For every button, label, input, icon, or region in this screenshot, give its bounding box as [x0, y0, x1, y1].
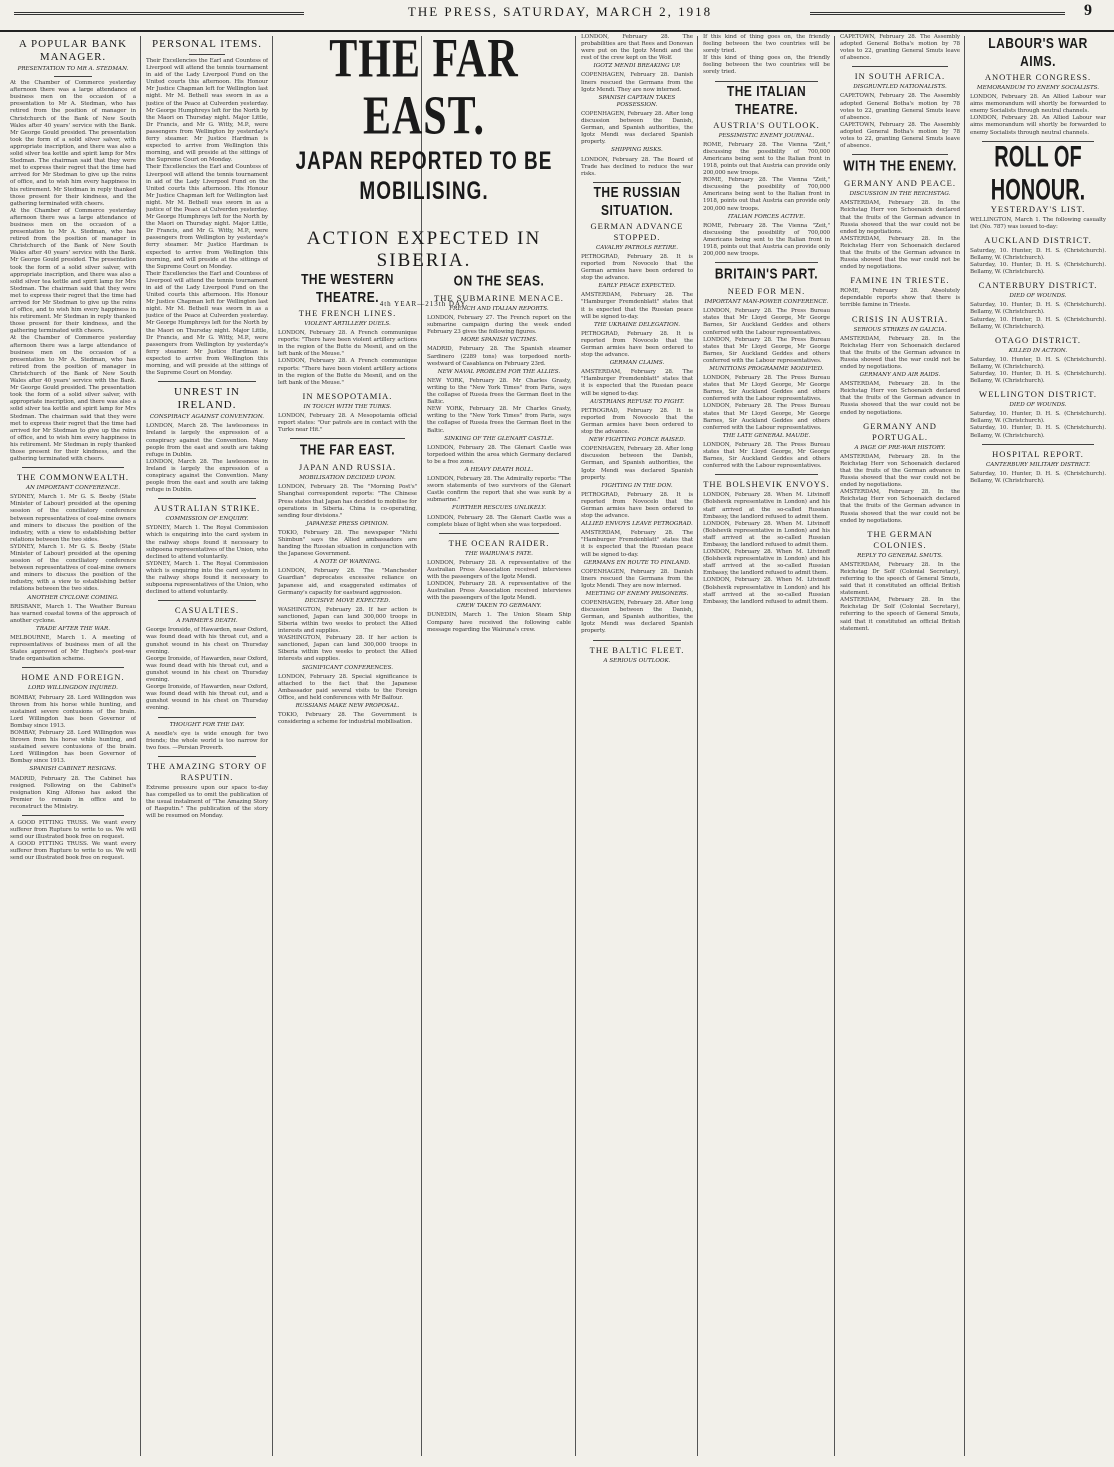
headline: WELLINGTON DISTRICT. [979, 389, 1097, 400]
headline: AUCKLAND DISTRICT. [984, 234, 1092, 245]
headline: THE AMAZING STORY OF RASPUTIN. [146, 760, 268, 782]
subheadline: SPANISH CABINET RESIGNS. [29, 766, 117, 773]
article-body: TOKIO, February 28. The Government is considering a scheme for industrial mobilisation. [278, 712, 417, 726]
subheadline: IMPORTANT MAN-POWER CONFERENCE. [704, 299, 829, 306]
column-divider [272, 36, 273, 1456]
article-body: LONDON, February 28. An Allied Labour war aims memorandum will shortly be forwarded to enemy Socialists through neutral channels. [970, 115, 1106, 136]
headline: GERMANY AND PEACE. [844, 178, 956, 189]
article-body: Saturday, 10. Hunter, D. H. S. (Christchurch). Bellamy, W. (Christchurch). [970, 302, 1106, 316]
headline: BRITAIN'S PART. [714, 265, 819, 283]
article-body: BOMBAY, February 28. Lord Willingdon was thrown from his horse while hunting, and sustained severe contusions of the brain. Lord Willingdon has been Governor of Bombay since 1913. [10, 694, 136, 729]
subheadline: FRENCH AND ITALIAN REPORTS. [449, 306, 549, 312]
article-body: LONDON, February 28. When M. Litvinoff (Bolshevik representative in London) and his staff arrived at the so-called Russian Embassy, the landlord refused to admit them. [703, 577, 830, 605]
subheadline: FURTHER RESCUES UNLIKELY. [451, 505, 547, 512]
article-body: COPENHAGEN, February 28. After long discussion between the Danish, German, and Spanish authorities, the Igotz Mendi was declared Spanish property. [581, 110, 693, 146]
article-body: WELLINGTON, March 1. The following casualty list (No. 787) was issued to-day: [970, 216, 1106, 230]
headline: PERSONAL ITEMS. [152, 38, 262, 50]
subheadline: VIOLENT ARTILLERY DUELS. [304, 321, 391, 327]
article-body: MELBOURNE, March 1. A meeting of representatives of business men of all the States approved of Mr Hughes's post-war trade organisation scheme. [10, 635, 136, 663]
headline: THE FRENCH LINES. [298, 308, 397, 318]
headline: ANOTHER CONGRESS. [984, 72, 1092, 82]
subheadline: ANOTHER CYCLONE COMING. [27, 594, 119, 601]
article-body: PETROGRAD, February 28. It is reported from Novocelo that the German armies have been ordered to stop the advance. [581, 330, 693, 359]
article-body: LONDON, March 28. The lawlessness in Ireland is largely the expression of a conspiracy against the Convention. Many people from the east and south are taking refuge in Dublin. [146, 458, 268, 494]
subheadline: DISCUSSION IN THE REICHSTAG. [849, 191, 951, 198]
subheadline: NEW FIGHTING FORCE RAISED. [588, 437, 686, 444]
masthead-title: THE PRESS, SATURDAY, MARCH 2, 1918 [407, 4, 713, 19]
subheadline: IGOTZ MENDI BREAKING UP. [593, 63, 681, 70]
subheadline: A FARMER'S DEATH. [176, 618, 238, 625]
subheadline: MEMORANDUM TO ENEMY SOCIALISTS. [976, 85, 1100, 91]
subheadline: A PAGE OF PRE-WAR HISTORY. [854, 444, 946, 451]
banner-subhead: ACTION EXPECTED IN SIBERIA. [306, 228, 542, 271]
headline: IN MESOPOTAMIA. [302, 390, 393, 401]
article-body: LONDON, February 28. A French communique reports: "There have been violent artillery actions in the region of the Butte du Mesnil, and on the left bank of the Meuse." [278, 330, 417, 358]
column-1 [10, 34, 136, 1459]
headline: HOSPITAL REPORT. [992, 448, 1084, 459]
divider [22, 667, 124, 668]
divider [715, 474, 818, 475]
article-body: AMSTERDAM, February 28. In the Reichstag Dr Solf (Colonial Secretary), referring to the speech of General Smuts, said that it constituted an official British statement. [840, 561, 960, 597]
subheadline: THOUGHT FOR THE DAY. [169, 721, 245, 728]
headline: THE OCEAN RAIDER. [448, 537, 550, 548]
subheadline: SERIOUS STRIKES IN GALICIA. [853, 326, 947, 333]
article-body: ROME, February 28. The Vienna "Zeit," discussing the possibility of 700,000 Americans being sent to the Italian front in 1918, points out that Austria can provide only 200,000 new troops. [703, 177, 830, 212]
column-6 [703, 34, 830, 1459]
headline: THE BOLSHEVIK ENVOYS. [703, 479, 830, 490]
article-body: LONDON, February 27. The French report on the submarine campaign during the week ended February 23 gives the following figures. [427, 315, 571, 336]
subheadline: MUNITIONS PROGRAMME MODIFIED. [709, 366, 824, 372]
advertisement: A GOOD FITTING TRUSS. We want every sufferer from Rupture to write to us. We will send our illustrated book free on request. [10, 841, 136, 862]
article-body: NEW YORK, February 28. Mr Charles Grasty, writing to the "New York Times" from Paris, says the collapse of Russia frees the German fleet in the Baltic. [427, 406, 571, 434]
subheadline: REPLY TO GENERAL SMUTS. [857, 552, 943, 559]
article-body: At the Chamber of Commerce yesterday afternoon there was a large attendance of business men on the occasion of a presentation to Mr A. Stedman, who has retired from the position of manager in Christchurch of the Bank of New South Wales after 40 years' service with the Bank. Mr George Gould presided. The presentation took the form of a solid silver salver, with appropriate inscription, and there was also a solid silver tea kettle and spirit lamp for Mrs Stedman. The chairman said that they were met to express their regret that the time had arrived for Mr Stedman to give up the reins of office, and to wish him every happiness in his retirement. Mr Stedman in reply thanked those present for their kindness, and the gathering terminated with cheers. [10, 335, 136, 463]
advertisement: A GOOD FITTING TRUSS. We want every sufferer from Rupture to write to us. We will send our illustrated book free on request. [10, 820, 136, 841]
headline: THE RUSSIAN SITUATION. [593, 183, 681, 219]
column-8 [970, 34, 1106, 1459]
article-body: AMSTERDAM, February 28. In the Reichstag Herr von Schoenaich declared that the fruits of the German advance in Russia showed that the war could not be ended by negotiations. [840, 335, 960, 370]
column-3 [278, 270, 417, 1460]
headline: AUSTRIA'S OUTLOOK. [713, 119, 820, 130]
banner-title: THE FAR EAST. [329, 29, 519, 147]
article-body: Extreme pressure upon our space to-day has compelled us to omit the publication of the usual instalment of "The Amazing Story of Rasputin." The publication of the story will be resumed on Monday. [146, 784, 268, 820]
subheadline: IN TOUCH WITH THE TURKS. [303, 403, 392, 410]
article-body: LONDON, February 28. When M. Litvinoff (Bolshevik representative in London) and his staff arrived at the so-called Russian Embassy, the landlord refused to admit them. [703, 520, 830, 548]
divider [852, 66, 948, 67]
subheadline: MORE SPANISH VICTIMS. [460, 337, 538, 344]
divider [22, 815, 124, 816]
article-body: Their Excellencies the Earl and Countess of Liverpool will attend the tennis tournament in aid of the Lady Liverpool Fund on the United courts this afternoon. His Honour Mr Justice Chapman left for Wellington last night. Mr M. Bethell was sworn in as a justice of the Peace at Culverden yesterday. Mr George Humphreys left for the North by the Maori on Thursday night. Major Little, Dr Francis, and Mr G. Witty, M.P., were passengers from Wellington by yesterday's ferry steamer. Mr Justice Hardman is expected to arrive from Wellington this morning, and will preside at the sittings of the Supreme Court on Monday. [146, 58, 268, 164]
subheadline: TRADE AFTER THE WAR. [35, 625, 111, 632]
article-body: LONDON, February 28. The Press Bureau states that Mr Lloyd George, Mr George Barnes, Sir Auckland Geddes and others conferred with the Labour representatives. [703, 403, 830, 431]
article-body: AMSTERDAM, February 28. In the Reichstag Herr von Schoenaich declared that the fruits of the German advance in Russia showed that the war could not be ended by negotiations. [840, 453, 960, 489]
headline: CANTERBURY DISTRICT. [978, 280, 1098, 291]
banner-day-line: 4th YEAR—213th DAY. [379, 300, 469, 308]
article-body: Saturday, 10. Hunter, D. H. S. (Christchurch). Bellamy, W. (Christchurch). [970, 370, 1106, 385]
article-body: LONDON, February 28. An Allied Labour war aims memorandum will shortly be forwarded to enemy Socialists through neutral channels. [970, 94, 1106, 115]
article-body: Saturday, 10. Hunter, D. H. S. (Christchurch). Bellamy, W. (Christchurch). [970, 316, 1106, 330]
article-body: If this kind of thing goes on, the friendly feeling between the two countries will be sorely tried. [703, 34, 830, 55]
divider [290, 438, 405, 439]
headline: THE ITALIAN THEATRE. [726, 82, 807, 118]
article-body: ROME, February 28. Absolutely dependable reports show that there is terrible famine in Trieste. [840, 288, 960, 309]
article-body: AMSTERDAM, February 28. The "Hamburger Fremdenblatt" states that it is expected that the Russian peace will be signed to-day. [581, 292, 693, 320]
headline: OTAGO DISTRICT. [995, 334, 1081, 345]
headline: AUSTRALIAN STRIKE. [153, 503, 261, 514]
subheadline: DISGRUNTLED NATIONALISTS. [853, 84, 947, 91]
headline: GERMANY AND PORTUGAL. [863, 420, 937, 442]
article-body: PETROGRAD, February 28. It is reported from Novocelo that the German armies have been ordered to stop the advance. [581, 407, 693, 436]
article-body: George Ironside, of Hawarden, near Oxford, was found dead with his throat cut, and a gunshot wound in his chest on Thursday evening. [146, 684, 268, 712]
headline: A POPULAR BANK MANAGER. [18, 38, 128, 63]
divider [158, 381, 256, 382]
article-body: LONDON, February 28. The Press Bureau states that Mr Lloyd George, Mr George Barnes, Sir Auckland Geddes and others conferred with the Labour representatives. [703, 375, 830, 403]
headline: YESTERDAY'S LIST. [990, 203, 1086, 214]
divider [158, 717, 256, 718]
article-body: AMSTERDAM, February 28. The "Hamburger Fremdenblatt" states that it is expected that the Russian peace will be signed to-day. [581, 369, 693, 397]
subheadline: LORD WILLINGDON INJURED. [28, 685, 118, 692]
headline: CRISIS IN AUSTRIA. [851, 313, 949, 324]
subheadline: EARLY PEACE EXPECTED. [598, 283, 676, 290]
article-body: AMSTERDAM, February 28. In the Reichstag Herr von Schoenaich declared that the fruits of the German advance in Russia showed that the war could not be ended by negotiations. [840, 235, 960, 271]
article-body: LONDON, February 28. The Press Bureau states that Mr Lloyd George, Mr George Barnes, Sir Auckland Geddes and others conferred with the Labour representatives. [703, 308, 830, 336]
subheadline: AN IMPORTANT CONFERENCE. [25, 485, 121, 492]
subheadline: KILLED IN ACTION. [1008, 347, 1068, 354]
column-divider [834, 36, 835, 1456]
divider [22, 467, 124, 468]
article-body: AMSTERDAM, February 28. In the Reichstag Herr von Schoenaich declared that the fruits of the German advance in Russia showed that the war could not be ended by negotiations. [840, 381, 960, 416]
article-body: LONDON, February 28. The Press Bureau states that Mr Lloyd George, Mr George Barnes, Sir Auckland Geddes and others conferred with the Labour representatives. [703, 336, 830, 364]
subheadline: SPANISH CAPTAIN TAKES POSSESSION. [598, 94, 676, 108]
column-5 [581, 34, 693, 1459]
article-body: Their Excellencies the Earl and Countess of Liverpool will attend the tennis tournament in aid of the Lady Liverpool Fund on the United courts this afternoon. His Honour Mr Justice Chapman left for Wellington last night. Mr M. Bethell was sworn in as a justice of the Peace at Culverden yesterday. Mr George Humphreys left for the North by the Maori on Thursday night. Major Little, Dr Francis, and Mr G. Witty, M.P., were passengers from Wellington by yesterday's ferry steamer. Mr Justice Hardman is expected to arrive from Wellington this morning, and will preside at the sittings of the Supreme Court on Monday. [146, 164, 268, 270]
article-body: COPENHAGEN, February 28. After long discussion between the Danish, German, and Spanish authorities, the Igotz Mendi was declared Spanish property. [581, 600, 693, 635]
subheadline: A HEAVY DEATH ROLL. [464, 466, 534, 473]
article-body: MADRID, February 28. The Cabinet has resigned. Following on the Cabinet's resignation King Alfonso has asked the Premier to remain in office and to reconstruct the Ministry. [10, 775, 136, 810]
subheadline: GERMANS EN ROUTE TO FINLAND. [583, 559, 691, 566]
article-body: LONDON, February 28. The Press Bureau states that Mr Lloyd George, Mr George Barnes, Sir Auckland Geddes and others conferred with the Labour representatives. [703, 441, 830, 470]
article-body: PETROGRAD, February 28. It is reported from Novocelo that the German armies have been ordered to stop the advance. [581, 491, 693, 520]
article-body: AMSTERDAM, February 28. The "Hamburger Fremdenblatt" states that it is expected that the Russian peace will be signed to-day. [581, 530, 693, 558]
article-body: LONDON, February 28. The "Morning Post's" Shanghai correspondent reports: "The Chinese Press states that Japan has decided to mobilise for operations in Siberia. China is co-operating, sending four divisions." [278, 484, 417, 519]
headline: CASUALTIES. [174, 605, 240, 616]
article-body: Saturday, 10. Hunter, D. H. S. (Christchurch). Bellamy, W. (Christchurch). [970, 262, 1106, 276]
headline: HOME AND FOREIGN. [21, 672, 125, 683]
divider [593, 182, 681, 183]
article-body: CAPETOWN, February 28. The Assembly adopted General Botha's motion by 78 votes to 22, granting General Smuts leave of absence. [840, 121, 960, 150]
page-number: 9 [1084, 2, 1092, 19]
front-banner [274, 29, 574, 308]
article-body: A needle's eye is wide enough for two friends; the whole world is too narrow for two foes. —Persian Proverb. [146, 730, 268, 751]
subheadline: DIED OF WOUNDS. [1009, 402, 1067, 409]
article-body: SYDNEY, March 1. Mr G. S. Beeby (State Minister of Labour) presided at the opening session of the conciliatory conference between representatives of coal-mine owners and miners to discuss the position of the industry, with a view to establishing better relations between the two sides. [10, 543, 136, 593]
article-body: LONDON, February 28. A Mesopotamia official report states: "Our patrols are in contact with the Turks near Hit." [278, 412, 417, 434]
article-body: CAPETOWN, February 28. The Assembly adopted General Botha's motion by 78 votes to 22, granting General Smuts leave of absence. [840, 93, 960, 121]
article-body: SYDNEY, March 1. Mr G. S. Beeby (State Minister of Labour) presided at the opening session of the conciliatory conference between representatives of coal-mine owners and miners to discuss the position of the industry, with a view to establishing better relations between the two sides. [10, 494, 136, 543]
column-7 [840, 34, 960, 1459]
article-body: Saturday, 10. Hunter, D. H. S. (Christchurch). Bellamy, W. (Christchurch). [970, 356, 1106, 370]
subheadline: MOBILISATION DECIDED UPON. [299, 475, 396, 482]
headline: NEED FOR MEN. [727, 286, 806, 297]
subheadline: PRESENTATION TO MR A. STEDMAN. [17, 66, 129, 72]
subheadline: CONSPIRACY AGAINST CONVENTION. [149, 414, 265, 421]
divider [158, 600, 256, 601]
divider [715, 262, 818, 263]
column-divider [964, 36, 965, 1456]
article-body: LONDON, February 28. When M. Litvinoff (Bolshevik representative in London) and his staff arrived at the so-called Russian Embassy, the landlord refused to admit them. [703, 549, 830, 577]
column-divider [575, 36, 576, 1456]
masthead-rule-right [810, 12, 1065, 15]
headline: UNREST IN IRELAND. [174, 386, 240, 412]
subheadline: FIGHTING IN THE DON. [601, 482, 673, 489]
article-body: At the Chamber of Commerce yesterday afternoon there was a large attendance of business men on the occasion of a presentation to Mr A. Stedman, who has retired from the position of manager in Christchurch of the Bank of New South Wales after 40 years' service with the Bank. Mr George Gould presided. The presentation took the form of a solid silver salver, with appropriate inscription, and there was also a solid silver tea kettle and spirit lamp for Mrs Stedman. The chairman said that they were met to express their regret that the time had arrived for Mr Stedman to give up the reins of office, and to wish him every happiness in his retirement. Mr Stedman in reply thanked those present for their kindness, and the gathering terminated with cheers. [10, 80, 136, 207]
article-body: DUNEDIN, March 1. The Union Steam Ship Company have received the following cable message regarding the Wairuna's crew. [427, 612, 571, 633]
divider [852, 154, 948, 155]
article-body: If this kind of thing goes on, the friendly feeling between the two countries will be sorely tried. [703, 55, 830, 76]
subheadline: COMMISSION OF ENQUIRY. [165, 516, 249, 523]
subheadline: GERMAN CLAIMS. [609, 360, 665, 367]
article-body: CAPETOWN, February 28. The Assembly adopted General Botha's motion by 78 votes to 22, granting General Smuts leave of absence. [840, 34, 960, 62]
subheadline: PESSIMISTIC ENEMY JOURNAL. [718, 132, 815, 139]
subheadline: SINKING OF THE GLENART CASTLE. [444, 435, 554, 442]
article-body: LONDON, February 28. The Board of Trade has declined to reduce the war risks. [581, 156, 693, 177]
masthead [0, 0, 1114, 32]
article-body: COPENHAGEN, February 28. Danish liners rescued the Germans from the Igotz Mendi. They are now interned. [581, 568, 693, 589]
headline: THE GERMAN COLONIES. [867, 528, 933, 550]
article-body: LONDON, February 28. The Glenart Castle was a complete blaze of light when she was torpedoed. [427, 514, 571, 528]
subheadline: ALLIED ENVOYS LEAVE PETROGRAD. [581, 521, 693, 528]
article-body: MADRID, February 28. The Spanish steamer Sardinero (2289 tons) was torpedoed north-westward of Casablanca on February 23rd. [427, 346, 571, 367]
article-body: COPENHAGEN, February 28. After long discussion between the Danish, German, and Spanish authorities, the Igotz Mendi was declared Spanish property. [581, 446, 693, 481]
article-body: LONDON, February 28. The Glenart Castle was torpedoed within the area which Germany declared to be a free zone. [427, 444, 571, 465]
article-body: George Ironside, of Hawarden, near Oxford, was found dead with his throat cut, and a gunshot wound in his chest on Thursday evening. [146, 655, 268, 684]
subheadline: AUSTRIANS REFUSE TO FIGHT. [589, 398, 685, 405]
column-4 [427, 270, 571, 1460]
article-body: SYDNEY, March 1. The Royal Commission which is enquiring into the card system in the railway shops found it necessary to subpoena representatives of the Union, who declined to attend voluntarily. [146, 525, 268, 560]
article-body: WASHINGTON, February 28. If her action is sanctioned, Japan can land 300,000 troops in Siberia within two weeks to protect the Allied interests and supplies. [278, 635, 417, 663]
subheadline: GERMANY AND AIR RAIDS. [859, 372, 941, 379]
divider [158, 498, 256, 499]
divider [982, 444, 1094, 445]
article-body: LONDON, February 28. Special significance is attached to the fact that the Japanese Ambassador paid several visits to the Foreign Office, and held conferences with Mr Balfour. [278, 673, 417, 701]
headline: LABOUR'S WAR AIMS. [988, 35, 1088, 70]
headline: JAPAN AND RUSSIA. [298, 462, 397, 473]
headline: THE SUBMARINE MENACE. [434, 293, 564, 303]
subheadline: A NOTE OF WARNING. [314, 559, 381, 566]
article-body: ROME, February 28. The Vienna "Zeit," discussing the possibility of 700,000 Americans being sent to the Italian front in 1918, points out that Austria can provide only 200,000 new troops. [703, 222, 830, 258]
article-body: LONDON, February 28. A French communique reports: "There have been violent artillery actions in the region of the Butte du Mesnil, and on the left bank of the Meuse." [278, 358, 417, 386]
divider [715, 81, 818, 82]
article-body: Saturday, 10. Hunter, D. H. S. (Christchurch). Bellamy, W. (Christchurch). [970, 411, 1106, 425]
subheadline: CREW TAKEN TO GERMANY. [456, 603, 542, 610]
article-body: LONDON, February 28. A representative of the Australian Press Association received interviews with the passengers of the Igotz Mendi. [427, 559, 571, 580]
article-body: TOKIO, February 28. The newspaper "Nichi Shimbun" says the Allied ambassadors are handing the Russian situation in conjunction with the Japanese Government. [278, 529, 417, 558]
article-body: LONDON, February 28. A representative of the Australian Press Association received interviews with the passengers of the Igotz Mendi. [427, 581, 571, 602]
article-body: Their Excellencies the Earl and Countess of Liverpool will attend the tennis tournament in aid of the Lady Liverpool Fund on the United courts this afternoon. His Honour Mr Justice Chapman left for Wellington last night. Mr M. Bethell was sworn in as a justice of the Peace at Culverden yesterday. Mr George Humphreys left for the North by the Maori on Thursday night. Major Little, Dr Francis, and Mr G. Witty, M.P., were passengers from Wellington by yesterday's ferry steamer. Mr Justice Hardman is expected to arrive from Wellington this morning, and will preside at the sittings of the Supreme Court on Monday. [146, 270, 268, 377]
article-body: At the Chamber of Commerce yesterday afternoon there was a large attendance of business men on the occasion of a presentation to Mr A. Stedman, who has retired from the position of manager in Christchurch of the Bank of New South Wales after 40 years' service with the Bank. Mr George Gould presided. The presentation took the form of a solid silver salver, with appropriate inscription, and there was also a solid silver tea kettle and spirit lamp for Mrs Stedman. The chairman said that they were met to express their regret that the time had arrived for Mr Stedman to give up the reins of office, and to wish him every happiness in his retirement. Mr Stedman in reply thanked those present for their kindness, and the gathering terminated with cheers. [10, 207, 136, 335]
subheadline: MEETING OF ENEMY PRISONERS. [585, 591, 689, 597]
subheadline: SIGNIFICANT CONFERENCES. [301, 664, 394, 671]
subheadline: SHIPPING RISKS. [611, 147, 663, 154]
subheadline: ITALIAN FORCES ACTIVE. [727, 213, 806, 220]
headline: THE FAR EAST. [299, 441, 396, 459]
article-body: WASHINGTON, February 28. If her action is sanctioned, Japan can land 300,000 troops in Siberia within two weeks to protect the Allied interests and supplies. [278, 606, 417, 635]
subheadline: DECISIVE MOVE EXPECTED. [304, 597, 391, 604]
headline: GERMAN ADVANCE STOPPED. [590, 220, 684, 242]
subheadline: JAPANESE PRESS OPINION. [306, 520, 389, 527]
subheadline: A SERIOUS OUTLOOK. [603, 657, 671, 664]
subheadline: CANTERBURY MILITARY DISTRICT. [985, 461, 1091, 468]
headline: THE BALTIC FLEET. [589, 644, 685, 655]
column-divider [140, 36, 141, 1456]
article-body: COPENHAGEN, February 28. Danish liners rescued the Germans from the Igotz Mendi. They are now interned. [581, 72, 693, 93]
article-body: LONDON, February 28. When M. Litvinoff (Bolshevik representative in London) and his staff arrived at the so-called Russian Embassy, the landlord refused to admit them. [703, 492, 830, 520]
headline: FAMINE IN TRIESTE. [850, 275, 950, 286]
headline: IN SOUTH AFRICA. [854, 71, 946, 82]
article-body: LONDON, March 28. The lawlessness in Ireland is largely the expression of a conspiracy against the Convention. Many people from the east and south are taking refuge in Dublin. [146, 423, 268, 458]
divider [54, 76, 92, 77]
headline: ON THE SEAS. [453, 272, 545, 290]
article-body: Saturday, 10. Hunter, D. H. S. (Christchurch). Bellamy, W. (Christchurch). [970, 470, 1106, 484]
article-body: LONDON, February 28. The "Manchester Guardian" deprecates excessive reliance on Japanese aid, and exaggerated estimates of Germany's capacity for eastward aggression. [278, 568, 417, 596]
subheadline: DIED OF WOUNDS. [1009, 293, 1067, 300]
divider [158, 756, 256, 757]
banner-subtitle: JAPAN REPORTED TO BE MOBILISING. [295, 148, 553, 206]
article-body: NEW YORK, February 28. Mr Charles Grasty, writing to the "New York Times" from Paris, says the collapse of Russia frees the German fleet in the Baltic. [427, 377, 571, 406]
article-body: BOMBAY, February 28. Lord Willingdon was thrown from his horse while hunting, and sustained severe contusions of the brain. Lord Willingdon has been Governor of Bombay since 1913. [10, 729, 136, 765]
subheadline: RUSSIANS MAKE NEW PROPOSAL. [295, 703, 400, 710]
article-body: Saturday, 10. Hunter, D. H. S. (Christchurch). Bellamy, W. (Christchurch). [970, 425, 1106, 439]
article-body: BRISBANE, March 1. The Weather Bureau has warned coastal towns of the approach of another cyclone. [10, 603, 136, 624]
subheadline: THE UKRAINE DELEGATION. [594, 321, 680, 328]
divider [189, 54, 226, 55]
masthead-rule-left [14, 12, 304, 15]
article-body: Saturday, 10. Hunter, D. H. S. (Christchurch). Bellamy, W. (Christchurch). [970, 247, 1106, 261]
article-body: AMSTERDAM, February 28. In the Reichstag Dr Solf (Colonial Secretary), referring to the speech of General Smuts, said that it constituted an official British statement. [840, 597, 960, 632]
subheadline: NEW NAVAL PROBLEM FOR THE ALLIES. [437, 368, 561, 375]
article-body: ROME, February 28. The Vienna "Zeit," discussing the possibility of 700,000 Americans being sent to the Italian front in 1918, points out that Austria can provide only 200,000 new troops. [703, 141, 830, 177]
headline: WITH THE ENEMY. [843, 157, 957, 175]
divider [593, 640, 681, 641]
article-body: AMSTERDAM, February 28. In the Reichstag Herr von Schoenaich declared that the fruits of the German advance in Russia showed that the war could not be ended by negotiations. [840, 200, 960, 235]
article-body: PETROGRAD, February 28. It is reported from Novocelo that the German armies have been ordered to stop the advance. [581, 253, 693, 282]
column-divider [697, 36, 698, 1456]
divider [439, 533, 559, 534]
article-body: George Ironside, of Hawarden, near Oxford, was found dead with his throat cut, and a gunshot wound in his chest on Thursday evening. [146, 627, 268, 655]
headline: THE COMMONWEALTH. [16, 472, 130, 483]
subheadline: THE WAIRUNA'S FATE. [465, 550, 533, 557]
headline: ROLL OF HONOUR. [990, 140, 1086, 207]
article-body: LONDON, February 28. The probabilities are that Rees and Donovan were put on the Igotz Mendi and the rest of the crew kept on the Wolf. [581, 34, 693, 62]
column-2 [146, 34, 268, 1459]
article-body: AMSTERDAM, February 28. In the Reichstag Herr von Schoenaich declared that the fruits of the German advance in Russia showed that the war could not be ended by negotiations. [840, 489, 960, 524]
article-body: SYDNEY, March 1. The Royal Commission which is enquiring into the card system in the railway shops found it necessary to subpoena representatives of the Union, who declined to attend voluntarily. [146, 560, 268, 596]
subheadline: THE LATE GENERAL MAUDE. [722, 432, 811, 439]
headline: THE WESTERN THEATRE. [301, 271, 394, 306]
article-body: LONDON, February 28. The Admiralty reports: "The sworn statements of two survivors of the Glenart Castle confirm the report that she was sunk by a submarine." [427, 476, 571, 504]
subheadline: CAVALRY PATROLS RETIRE. [595, 244, 679, 251]
